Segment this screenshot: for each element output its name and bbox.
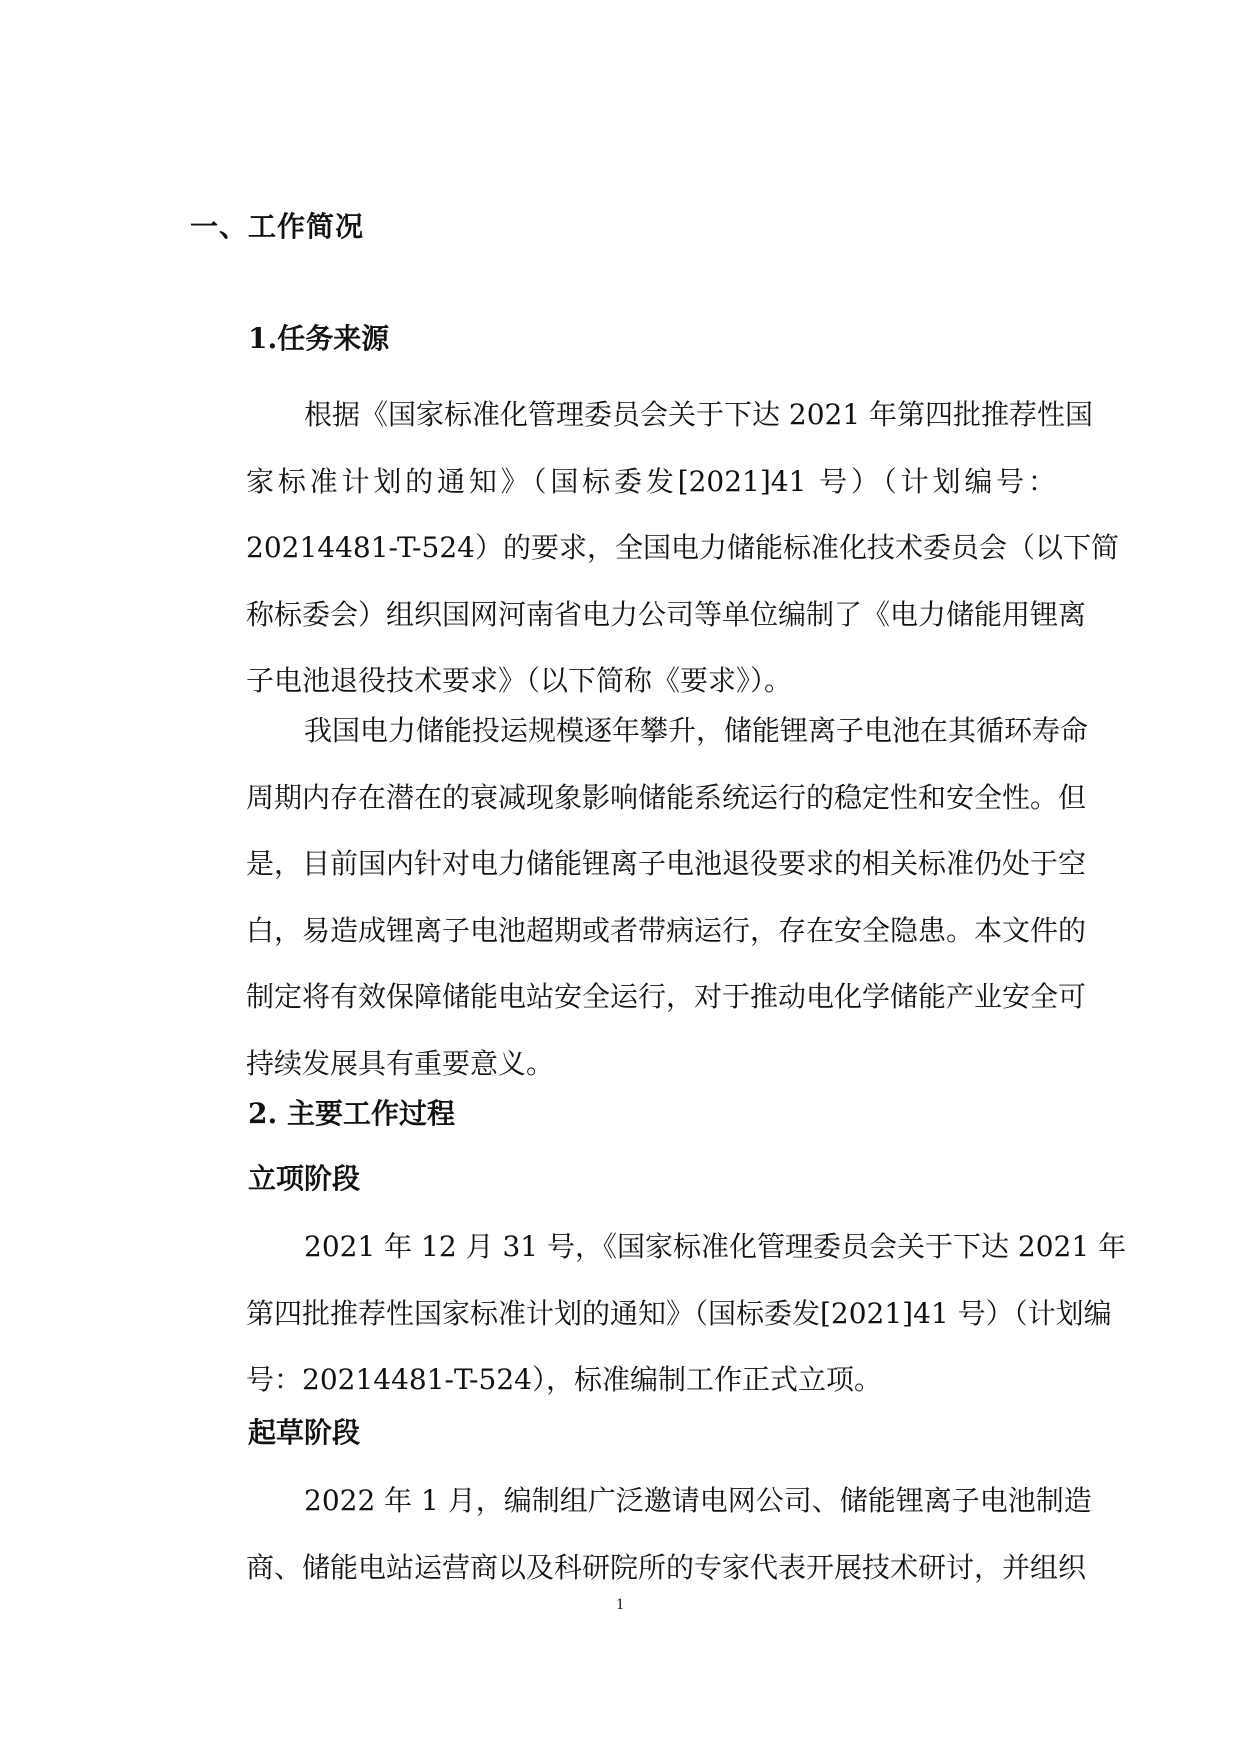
section-heading: 一、工作简况 <box>190 210 365 243</box>
text-line: 第四批推荐性国家标准计划的通知》（国标委发[2021]41 号）（计划编 <box>246 1296 1112 1330</box>
paragraph-drafting <box>190 1468 1092 1601</box>
text-line: 我国电力储能投运规模逐年攀升，储能锂离子电池在其循环寿命 <box>304 714 1089 747</box>
text-line: 持续发展具有重要意义。 <box>246 1046 555 1080</box>
text-line: 家标准计划的通知》（国标委发[2021]41 号）（计划编号： <box>246 464 1056 498</box>
text-line: 商、储能电站运营商以及科研院所的专家代表开展技术研讨，并组织 <box>246 1550 1087 1584</box>
text-line: 周期内存在潜在的衰减现象影响储能系统运行的稳定性和安全性。但 <box>246 780 1087 814</box>
subsection-heading-work-process: 2. 主要工作过程 <box>248 1097 455 1130</box>
text-line: 是，目前国内针对电力储能锂离子电池退役要求的相关标准仍处于空 <box>246 847 1087 880</box>
paragraph-background <box>190 698 1089 1097</box>
text-line: 白，易造成锂离子电池超期或者带病运行，存在安全隐患。本文件的 <box>246 913 1087 947</box>
paragraph-project-approval <box>190 1214 1127 1414</box>
subsection-heading-task-source: 1.任务来源 <box>248 322 390 355</box>
page-number: 1 <box>616 1596 624 1613</box>
text-line: 根据《国家标准化管理委员会关于下达 2021 年第四批推荐性国 <box>304 398 1094 431</box>
stage-heading-project-approval: 立项阶段 <box>248 1162 361 1195</box>
text-line: 子电池退役技术要求》（以下简称《要求》）。 <box>246 664 793 697</box>
text-line: 2021 年 12 月 31 号，《国家标准化管理委员会关于下达 2021 年 <box>304 1230 1127 1263</box>
text-line: 号：20214481-T-524），标准编制工作正式立项。 <box>246 1363 882 1396</box>
text-line: 20214481-T-524）的要求，全国电力储能标准化技术委员会（以下简 <box>246 531 1119 564</box>
text-line: 2022 年 1 月，编制组广泛邀请电网公司、储能锂离子电池制造 <box>304 1484 1092 1517</box>
text-line: 制定将有效保障储能电站安全运行，对于推动电化学储能产业安全可 <box>246 980 1087 1013</box>
text-line: 称标委会）组织国网河南省电力公司等单位编制了《电力储能用锂离 <box>246 597 1087 631</box>
paragraph-task-source <box>190 382 1119 715</box>
stage-heading-drafting: 起草阶段 <box>248 1416 361 1449</box>
